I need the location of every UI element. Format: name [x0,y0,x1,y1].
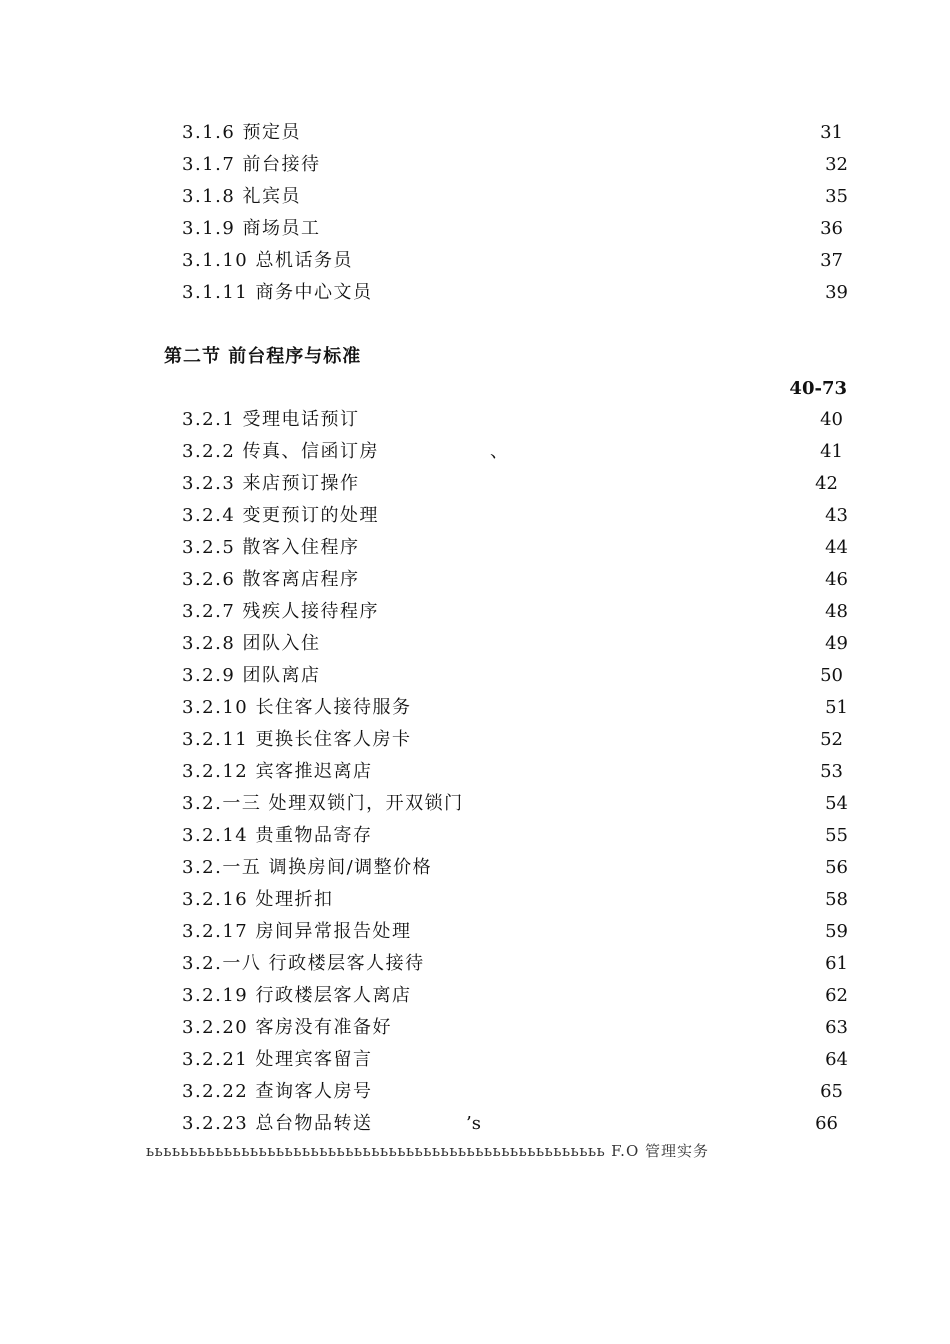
toc-entry-label: 3.1.6 预定员 [182,122,302,143]
toc-entry-page: 31 [820,122,843,143]
toc-entry-label: 3.2.9 团队离店 [182,665,321,686]
toc-entry-page: 41 [820,441,843,462]
toc-row [0,1013,950,1043]
toc-row [0,629,950,659]
toc-entry-label: 3.2.12 宾客推迟离店 [182,761,373,782]
toc-row [0,533,950,563]
toc-row [0,1045,950,1075]
toc-row [0,405,950,435]
toc-entry-page: 53 [820,761,843,782]
toc-entry-label: 3.1.8 礼宾员 [182,186,302,207]
toc-row [0,981,950,1011]
toc-row [0,501,950,531]
toc-entry-page: 35 [825,186,848,207]
toc-entry-page: 46 [825,569,848,590]
toc-entry-page: 42 [815,473,838,494]
toc-entry-label: 3.1.10 总机话务员 [182,250,353,271]
toc-entry-label: 3.2.14 贵重物品寄存 [182,825,373,846]
toc-row [0,182,950,212]
toc-entry-page: 51 [825,697,848,718]
toc-entry-page: 58 [825,889,848,910]
toc-row [0,246,950,276]
toc-entry-page: 56 [825,857,848,878]
toc-entry-label: 3.2.1 受理电话预订 [182,409,360,430]
toc-entry-page: 54 [825,793,848,814]
toc-row [0,214,950,244]
toc-entry-label: 3.1.7 前台接待 [182,154,321,175]
toc-entry-page: 36 [820,218,843,239]
toc-row [0,853,950,883]
toc-entry-page: 40 [820,409,843,430]
toc-entry-label: 3.2.20 客房没有准备好 [182,1017,392,1038]
toc-row [0,693,950,723]
toc-row [0,118,950,148]
toc-entry-page: 39 [825,282,848,303]
toc-entry-label: 3.1.9 商场员工 [182,218,321,239]
toc-entry-label: 3.2.19 行政楼层客人离店 [182,985,412,1006]
toc-entry-label: 3.2.21 处理宾客留言 [182,1049,373,1070]
toc-row [0,597,950,627]
toc-row [0,150,950,180]
toc-entry-page: 66 [815,1113,838,1134]
toc-row [0,789,950,819]
toc-entry-page: 48 [825,601,848,622]
toc-entry-page: 64 [825,1049,848,1070]
toc-row [0,885,950,915]
toc-entry-page: 52 [820,729,843,750]
toc-entry-label: 3.2.3 来店预订操作 [182,473,360,494]
toc-entry-label: 3.2.4 变更预订的处理 [182,505,380,526]
section-page-range: 40-73 [789,378,847,399]
toc-entry-page: 62 [825,985,848,1006]
stray-mark: 、 [490,441,508,462]
toc-entry-page: 32 [825,154,848,175]
toc-entry-label: 3.2.一五 调换房间/调整价格 [182,857,433,878]
toc-row [0,565,950,595]
toc-row [0,1077,950,1107]
toc-entry-page: 59 [825,921,848,942]
toc-entry-label: 3.2.16 处理折扣 [182,889,334,910]
toc-entry-label: 3.2.2 传真、信函订房 [182,441,380,462]
toc-entry-label: 3.2.7 残疾人接待程序 [182,601,380,622]
toc-entry-page: 49 [825,633,848,654]
toc-entry-label: 3.2.11 更换长住客人房卡 [182,729,412,750]
toc-entry-page: 43 [825,505,848,526]
toc-entry-label: 3.2.23 总台物品转送 [182,1113,373,1134]
toc-entry-label: 3.2.8 团队入住 [182,633,321,654]
toc-row [0,278,950,308]
toc-entry-label: 3.2.10 长住客人接待服务 [182,697,412,718]
toc-entry-page: 65 [820,1081,843,1102]
stray-mark: ’s [466,1113,481,1134]
toc-entry-label: 3.2.一三 处理双锁门，开双锁门 [182,793,464,814]
footer-leader-dots: ььььььььььььььььььььььььььььььььььььььььььььььььььььь [146,1142,606,1160]
toc-row [0,469,950,499]
toc-entry-page: 61 [825,953,848,974]
toc-row [0,757,950,787]
footer-title: F.O 管理实务 [611,1142,710,1160]
toc-entry-page: 55 [825,825,848,846]
toc-entry-label: 3.1.11 商务中心文员 [182,282,373,303]
toc-entry-label: 3.2.6 散客离店程序 [182,569,360,590]
toc-entry-page: 63 [825,1017,848,1038]
toc-row [0,437,950,467]
section-title: 第二节 前台程序与标准 [164,346,362,367]
toc-row [0,725,950,755]
toc-entry-page: 37 [820,250,843,271]
toc-row [0,949,950,979]
toc-entry-label: 3.2.22 查询客人房号 [182,1081,373,1102]
toc-row [0,661,950,691]
toc-row [0,1109,950,1139]
toc-row [0,917,950,947]
toc-entry-label: 3.2.一八 行政楼层客人接待 [182,953,425,974]
toc-entry-page: 44 [825,537,848,558]
toc-entry-page: 50 [820,665,843,686]
page-footer [146,1138,709,1164]
toc-row [0,821,950,851]
toc-entry-label: 3.2.17 房间异常报告处理 [182,921,412,942]
toc-entry-label: 3.2.5 散客入住程序 [182,537,360,558]
